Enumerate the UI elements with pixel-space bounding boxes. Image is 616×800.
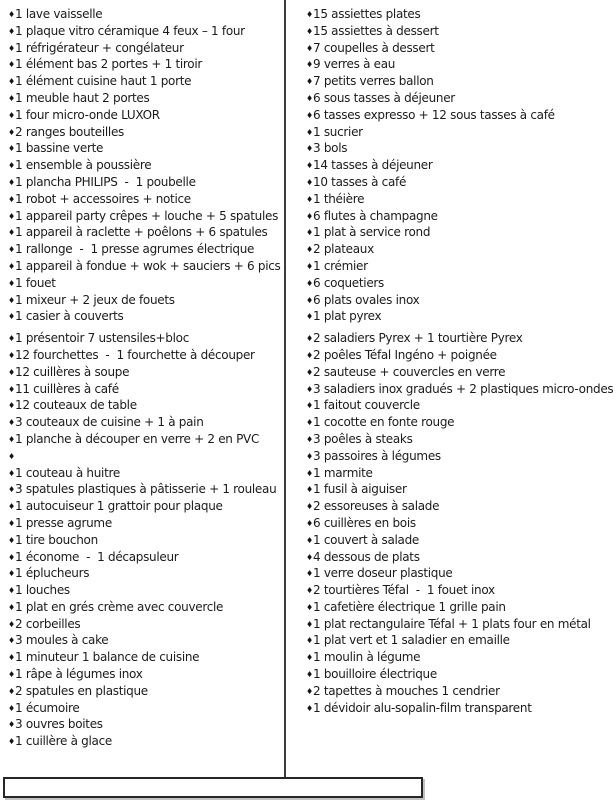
list-item [8, 599, 280, 616]
bullet-diamond-icon: ♦ [8, 418, 16, 428]
item-text: 1 élément bas 2 portes + 1 tiroir [15, 57, 203, 72]
item-text: 2 ranges bouteilles [15, 124, 124, 139]
bullet-diamond-icon: ♦ [8, 228, 16, 238]
list-item [8, 465, 280, 482]
bullet-diamond-icon: ♦ [8, 518, 16, 528]
item-text: 12 cuillères à soupe [15, 364, 130, 379]
list-item [306, 397, 614, 414]
list-item [8, 616, 280, 633]
bullet-diamond-icon: ♦ [306, 384, 314, 394]
list-item [306, 308, 614, 325]
bullet-diamond-icon: ♦ [8, 60, 16, 70]
bullet-diamond-icon: ♦ [306, 485, 314, 495]
item-text: 12 fourchettes - 1 fourchette à découper [15, 347, 255, 362]
list-item [8, 565, 280, 582]
list-item [8, 364, 280, 381]
bullet-diamond-icon: ♦ [306, 10, 314, 19]
list-item [306, 414, 614, 431]
list-item [8, 124, 280, 141]
item-text: 14 tasses à déjeuner [313, 158, 433, 173]
list-item [306, 549, 614, 566]
list-item [8, 330, 280, 347]
list-item [306, 666, 614, 683]
bullet-diamond-icon: ♦ [8, 161, 16, 171]
item-text: 1 crémier [313, 258, 368, 273]
bullet-diamond-icon: ♦ [8, 686, 16, 696]
bullet-diamond-icon: ♦ [306, 312, 314, 322]
list-item [306, 157, 614, 174]
item-text: 1 plaque vitro céramique 4 feux – 1 four [15, 23, 245, 38]
bullet-diamond-icon: ♦ [8, 261, 16, 271]
list-item [8, 632, 280, 649]
bullet-diamond-icon: ♦ [8, 110, 16, 120]
bullet-diamond-icon: ♦ [8, 569, 16, 579]
bullet-diamond-icon: ♦ [8, 93, 16, 103]
item-text: 2 spatules en plastique [15, 683, 148, 698]
item-text: 15 assiettes à dessert [313, 23, 439, 38]
item-text: 1 autocuiseur 1 grattoir pour plaque [15, 499, 223, 514]
item-text: 1 couvert à salade [313, 532, 419, 547]
list-item [306, 632, 614, 649]
item-text: 1 appareil à raclette + poêlons + 6 spatules [15, 225, 268, 240]
list-item [306, 330, 614, 347]
bullet-diamond-icon: ♦ [8, 602, 16, 612]
list-item [8, 90, 280, 107]
bullet-diamond-icon: ♦ [306, 194, 314, 204]
list-item [8, 258, 280, 275]
bullet-diamond-icon: ♦ [8, 177, 16, 187]
list-item [306, 431, 614, 448]
bullet-diamond-icon: ♦ [8, 636, 16, 646]
list-item [8, 649, 280, 666]
list-item [8, 414, 280, 431]
list-item [306, 208, 614, 225]
item-text: 6 plats ovales inox [313, 292, 420, 307]
list-item [306, 23, 614, 40]
item-text: 7 coupelles à dessert [313, 40, 435, 55]
bullet-diamond-icon: ♦ [8, 312, 16, 322]
item-text: 1 couteau à huitre [15, 465, 120, 480]
bullet-diamond-icon: ♦ [8, 211, 16, 221]
item-text: 1 plat en grés crème avec couvercle [15, 599, 224, 614]
list-item [306, 465, 614, 482]
item-text: 1 mixeur + 2 jeux de fouets [15, 292, 175, 307]
bullet-diamond-icon: ♦ [8, 586, 16, 596]
item-text: 2 plateaux [313, 242, 374, 257]
item-text: 1 minuteur 1 balance de cuisine [15, 650, 200, 665]
bullet-diamond-icon: ♦ [306, 535, 314, 545]
item-text: 1 cuillère à glace [15, 734, 112, 749]
bullet-diamond-icon: ♦ [306, 161, 314, 171]
bullet-diamond-icon: ♦ [306, 670, 314, 680]
bullet-diamond-icon: ♦ [8, 670, 16, 680]
item-text: 2 tapettes à mouches 1 cendrier [313, 683, 500, 698]
item-text: 3 spatules plastiques à pâtisserie + 1 rouleau [15, 482, 277, 497]
item-text: 1 tire bouchon [15, 532, 98, 547]
bullet-diamond-icon: ♦ [306, 127, 314, 137]
item-text: 1 écumoire [15, 700, 80, 715]
item-text: 6 sous tasses à déjeuner [313, 90, 455, 105]
list-item [306, 649, 614, 666]
item-text: 11 cuillères à café [15, 381, 119, 396]
bullet-diamond-icon: ♦ [306, 401, 314, 411]
bullet-diamond-icon: ♦ [8, 278, 16, 288]
list-item [306, 347, 614, 364]
list-item [8, 157, 280, 174]
item-text: 2 sauteuse + couvercles en verre [313, 364, 506, 379]
list-item [8, 515, 280, 532]
bullet-diamond-icon: ♦ [8, 720, 16, 730]
item-text: 3 moules à cake [15, 633, 109, 648]
list-item [8, 241, 280, 258]
list-item [306, 73, 614, 90]
item-text: 4 dessous de plats [313, 549, 420, 564]
list-item [306, 381, 614, 398]
item-text: 1 râpe à légumes inox [15, 667, 143, 682]
bullet-diamond-icon: ♦ [8, 127, 16, 137]
item-text: 3 passoires à légumes [313, 448, 441, 463]
item-text: 6 cuillères en bois [313, 515, 416, 530]
bullet-diamond-icon: ♦ [8, 468, 16, 478]
bullet-diamond-icon: ♦ [306, 502, 314, 512]
bullet-diamond-icon: ♦ [8, 737, 16, 747]
list-item [8, 174, 280, 191]
list-item [306, 224, 614, 241]
list-item [8, 275, 280, 292]
item-text: 3 ouvres boites [15, 717, 103, 732]
bullet-diamond-icon: ♦ [306, 93, 314, 103]
list-item [306, 481, 614, 498]
list-item [306, 90, 614, 107]
item-text: 3 couteaux de cuisine + 1 à pain [15, 415, 204, 430]
list-item [8, 532, 280, 549]
item-text: 1 ensemble à poussière [15, 158, 152, 173]
bullet-diamond-icon: ♦ [306, 569, 314, 579]
list-item [306, 191, 614, 208]
list-item [306, 448, 614, 465]
bullet-diamond-icon: ♦ [306, 518, 314, 528]
item-text: 3 bols [313, 141, 348, 156]
bullet-diamond-icon: ♦ [306, 278, 314, 288]
list-item [306, 616, 614, 633]
bullet-diamond-icon: ♦ [306, 228, 314, 238]
item-text: 10 tasses à café [313, 174, 407, 189]
bullet-diamond-icon: ♦ [306, 686, 314, 696]
list-item [8, 381, 280, 398]
item-text: 15 assiettes plates [313, 7, 421, 21]
bullet-diamond-icon: ♦ [306, 110, 314, 120]
list-item [8, 700, 280, 717]
list-item [8, 73, 280, 90]
item-text: 1 cafetière électrique 1 grille pain [313, 599, 506, 614]
list-item [306, 40, 614, 57]
item-text: 12 couteaux de table [15, 398, 137, 413]
item-text: 1 plat à service rond [313, 225, 431, 240]
list-item [306, 515, 614, 532]
bullet-diamond-icon: ♦ [306, 43, 314, 53]
bullet-diamond-icon: ♦ [8, 502, 16, 512]
list-item [8, 397, 280, 414]
list-item [8, 6, 280, 23]
list-item [8, 224, 280, 241]
column-divider-line [284, 0, 286, 778]
bullet-diamond-icon: ♦ [8, 451, 16, 461]
list-item [306, 258, 614, 275]
bullet-diamond-icon: ♦ [8, 535, 16, 545]
list-item [8, 448, 280, 465]
empty-footer-box [3, 777, 423, 798]
item-text: 3 poêles à steaks [313, 431, 413, 446]
bullet-diamond-icon: ♦ [8, 350, 16, 360]
list-item [8, 666, 280, 683]
bullet-diamond-icon: ♦ [306, 177, 314, 187]
list-item [306, 700, 614, 717]
bullet-diamond-icon: ♦ [306, 418, 314, 428]
list-item [306, 498, 614, 515]
item-text: 2 corbeilles [15, 616, 81, 631]
inventory-column-right [306, 6, 614, 716]
bullet-diamond-icon: ♦ [306, 60, 314, 70]
list-item [8, 716, 280, 733]
bullet-diamond-icon: ♦ [306, 245, 314, 255]
bullet-diamond-icon: ♦ [306, 619, 314, 629]
bullet-diamond-icon: ♦ [306, 636, 314, 646]
bullet-diamond-icon: ♦ [306, 468, 314, 478]
item-text: 1 marmite [313, 465, 373, 480]
bullet-diamond-icon: ♦ [8, 295, 16, 305]
list-item [8, 107, 280, 124]
list-item [306, 56, 614, 73]
bullet-diamond-icon: ♦ [306, 586, 314, 596]
item-text: 1 cocotte en fonte rouge [313, 415, 455, 430]
item-text: 1 dévidoir alu-sopalin-film transparent [313, 700, 532, 715]
list-item [8, 549, 280, 566]
item-text: 7 petits verres ballon [313, 74, 434, 89]
list-item [8, 208, 280, 225]
item-text: 1 bouilloire électrique [313, 667, 437, 682]
item-text: 1 plat pyrex [313, 309, 382, 324]
list-item [8, 582, 280, 599]
bullet-diamond-icon: ♦ [8, 144, 16, 154]
bullet-diamond-icon: ♦ [306, 602, 314, 612]
bullet-diamond-icon: ♦ [306, 653, 314, 663]
item-text: 6 coquetiers [313, 275, 385, 290]
item-text: 1 four micro-onde LUXOR [15, 107, 160, 122]
list-item [8, 498, 280, 515]
item-group [306, 6, 614, 325]
item-text: 1 verre doseur plastique [313, 566, 453, 581]
bullet-diamond-icon: ♦ [306, 434, 314, 444]
list-item [306, 582, 614, 599]
bullet-diamond-icon: ♦ [8, 619, 16, 629]
item-text: 3 saladiers inox gradués + 2 plastiques micro-ondes [313, 381, 614, 396]
list-item [8, 733, 280, 750]
list-item [306, 532, 614, 549]
list-item [8, 308, 280, 325]
item-text: 1 plat vert et 1 saladier en emaille [313, 633, 510, 648]
item-text: 1 présentoir 7 ustensiles+bloc [15, 331, 189, 346]
list-item [306, 174, 614, 191]
item-text: 1 théière [313, 191, 365, 206]
list-item [306, 6, 614, 23]
item-text: 1 planche à découper en verre + 2 en PVC [15, 431, 260, 446]
item-text: 1 éplucheurs [15, 566, 90, 581]
item-text: 1 meuble haut 2 portes [15, 90, 150, 105]
bullet-diamond-icon: ♦ [8, 384, 16, 394]
list-item [8, 683, 280, 700]
item-text: 1 faitout couvercle [313, 398, 420, 413]
list-item [8, 431, 280, 448]
bullet-diamond-icon: ♦ [8, 401, 16, 411]
list-item [8, 140, 280, 157]
item-text: 2 tourtières Téfal - 1 fouet inox [313, 583, 495, 598]
list-item [8, 292, 280, 309]
bullet-diamond-icon: ♦ [8, 367, 16, 377]
bullet-diamond-icon: ♦ [8, 552, 16, 562]
list-item [8, 347, 280, 364]
list-item [306, 140, 614, 157]
bullet-diamond-icon: ♦ [306, 261, 314, 271]
item-text: 1 robot + accessoires + notice [15, 191, 191, 206]
bullet-diamond-icon: ♦ [8, 653, 16, 663]
bullet-diamond-icon: ♦ [8, 77, 16, 87]
bullet-diamond-icon: ♦ [8, 434, 16, 444]
list-item [306, 364, 614, 381]
item-text: 1 fusil à aiguiser [313, 482, 407, 497]
bullet-diamond-icon: ♦ [306, 144, 314, 154]
list-item [306, 107, 614, 124]
item-text: 1 fouet [15, 275, 56, 290]
item-group [8, 6, 280, 325]
item-text: 1 rallonge - 1 presse agrumes électrique [15, 242, 255, 257]
item-text: 1 plancha PHILIPS - 1 poubelle [15, 174, 196, 189]
list-item [306, 292, 614, 309]
bullet-diamond-icon: ♦ [8, 43, 16, 53]
item-text: 1 réfrigérateur + congélateur [15, 40, 184, 55]
bullet-diamond-icon: ♦ [8, 26, 16, 36]
bullet-diamond-icon: ♦ [8, 10, 16, 19]
item-text: 1 économe - 1 décapsuleur [15, 549, 179, 564]
item-text: 1 louches [15, 583, 70, 598]
list-item [306, 599, 614, 616]
list-item [306, 241, 614, 258]
bullet-diamond-icon: ♦ [8, 703, 16, 713]
list-item [306, 565, 614, 582]
bullet-diamond-icon: ♦ [306, 367, 314, 377]
list-item [306, 124, 614, 141]
list-item [8, 56, 280, 73]
bullet-diamond-icon: ♦ [306, 295, 314, 305]
item-text: 9 verres à eau [313, 57, 396, 72]
item-text: 1 appareil party crêpes + louche + 5 spatules [15, 208, 279, 223]
item-group [8, 330, 280, 750]
bullet-diamond-icon: ♦ [306, 350, 314, 360]
list-item [8, 191, 280, 208]
item-text: 1 sucrier [313, 124, 363, 139]
bullet-diamond-icon: ♦ [306, 334, 314, 344]
item-text: 2 poêles Téfal Ingéno + poignée [313, 347, 497, 362]
inventory-column-left [8, 6, 280, 750]
item-text: 1 moulin à légume [313, 650, 421, 665]
item-text: 2 saladiers Pyrex + 1 tourtière Pyrex [313, 331, 523, 346]
list-item [8, 481, 280, 498]
bullet-diamond-icon: ♦ [306, 703, 314, 713]
item-text: 1 presse agrume [15, 515, 112, 530]
bullet-diamond-icon: ♦ [8, 485, 16, 495]
item-text: 1 casier à couverts [15, 309, 124, 324]
item-text: 6 flutes à champagne [313, 208, 438, 223]
item-text: 2 essoreuses à salade [313, 499, 440, 514]
bullet-diamond-icon: ♦ [306, 211, 314, 221]
list-item [306, 683, 614, 700]
item-text: 1 élément cuisine haut 1 porte [15, 74, 192, 89]
item-text: 1 appareil à fondue + wok + sauciers + 6 pics [15, 258, 281, 273]
bullet-diamond-icon: ♦ [306, 77, 314, 87]
bullet-diamond-icon: ♦ [8, 245, 16, 255]
bullet-diamond-icon: ♦ [306, 451, 314, 461]
list-item [8, 40, 280, 57]
item-text: 1 lave vaisselle [15, 7, 103, 21]
list-item [306, 275, 614, 292]
item-text: 6 tasses expresso + 12 sous tasses à café [313, 107, 555, 122]
item-text: 1 bassine verte [15, 141, 104, 156]
bullet-diamond-icon: ♦ [306, 26, 314, 36]
bullet-diamond-icon: ♦ [306, 552, 314, 562]
list-item [8, 23, 280, 40]
bullet-diamond-icon: ♦ [8, 194, 16, 204]
item-group [306, 330, 614, 716]
item-text: 1 plat rectangulaire Téfal + 1 plats four en métal [313, 616, 591, 631]
bullet-diamond-icon: ♦ [8, 334, 16, 344]
